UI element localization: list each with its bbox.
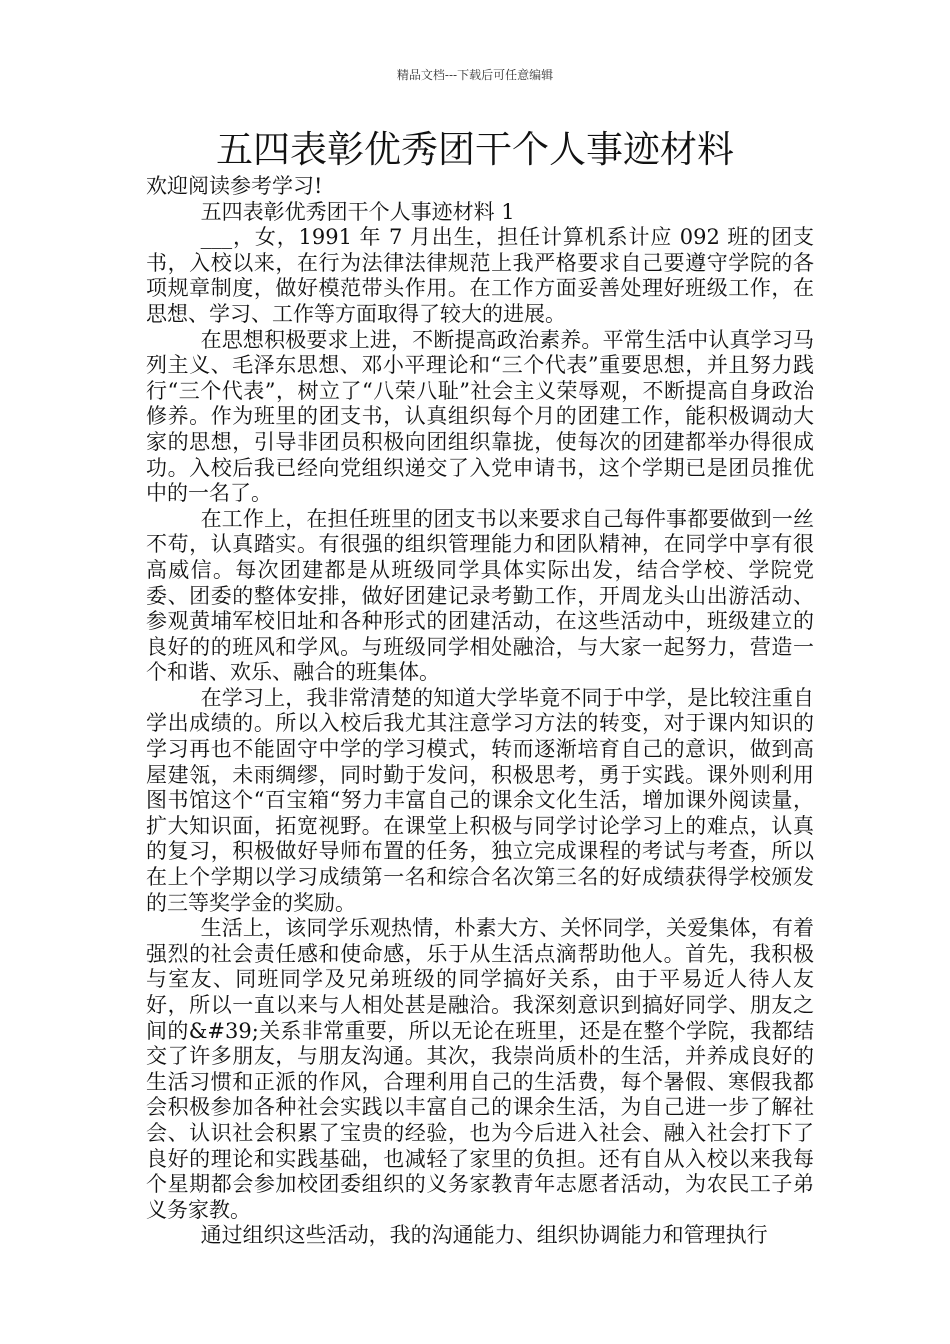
header-note: 精品文档---下载后可任意编辑: [396, 68, 554, 82]
section-heading: 五四表彰优秀团干个人事迹材料 1: [200, 199, 515, 224]
paragraph-1: ___，女，1991 年 7 月出生，担任计算机系计应 092 班的团支书，入校以来，在行为法律法律规范上我严格要求自己要遵守学院的各项规章制度，做好模范带头作用。在工作方面妥善处理好班级工作，在思想、学习、工作等方面取得了较大的进展。: [146, 225, 814, 326]
paragraph-5: 生活上，该同学乐观热情，朴素大方、关怀同学，关爱集体，有着强烈的社会责任感和使命感，乐于从生活点滴帮助他人。首先，我积极与室友、同班同学及兄弟班级的同学搞好关系，由于平易近人待人友好，所以一直以来与人相处甚是融洽。我深刻意识到搞好同学、朋友之间的&#39;关系非常重要，所以无论在班里，还是在整个学院，我都结交了许多朋友，与朋友沟通。其次，我崇尚质朴的生活，并养成良好的生活习惯和正派的作风，合理利用自己的生活费，每个暑假、寒假我都会积极参加各种社会实践以丰富自己的课余生活，为自己进一步了解社会、认识社会积累了宝贵的经验，也为今后进入社会、融入社会打下了良好的理论和实践基础，也减轻了家里的负担。还有自从入校以来我每个星期都会参加校团委组织的义务家教青年志愿者活动，为农民工子弟义务家教。: [146, 916, 814, 1222]
paragraph-3: 在工作上，在担任班里的团支书以来要求自己每件事都要做到一丝不苟，认真踏实。有很强的组织管理能力和团队精神，在同学中享有很高威信。每次团建都是从班级同学具体实际出发，结合学校、学院党委、团委的整体安排，做好团建记录考勤工作，开周龙头山出游活动、参观黄埔军校旧址和各种形式的团建活动，在这些活动中，班级建立的良好的的班风和学风。与班级同学相处融洽，与大家一起努力，营造一个和谐、欢乐、融合的班集体。: [146, 506, 814, 685]
document-body: [146, 174, 814, 1249]
intro-line: 欢迎阅读参考学习!: [146, 174, 323, 198]
paragraph-4: 在学习上，我非常清楚的知道大学毕竟不同于中学，是比较注重自学出成绩的。所以入校后我尤其注意学习方法的转变，对于课内知识的学习再也不能固守中学的学习模式，转而逐渐培育自己的意识，做到高屋建瓴，未雨绸缪，同时勤于发问，积极思考，勇于实践。课外则利用图书馆这个“百宝箱“努力丰富自己的课余文化生活，增加课外阅读量，扩大知识面，拓宽视野。在课堂上积极与同学讨论学习上的难点，认真的复习，积极做好导师布置的任务，独立完成课程的考试与考查，所以在上个学期以学习成绩第一名和综合名次第三名的好成绩获得学校颁发的三等奖学金的奖励。: [146, 685, 814, 915]
paragraph-2: 在思想积极要求上进，不断提高政治素养。平常生活中认真学习马列主义、毛泽东思想、邓小平理论和“三个代表”重要思想，并且努力践行“三个代表”，树立了“八荣八耻”社会主义荣辱观，不断提高自身政治修养。作为班里的团支书，认真组织每个月的团建工作，能积极调动大家的思想，引导非团员积极向团组织靠拢，使每次的团建都举办得很成功。入校后我已经向党组织递交了入党申请书，这个学期已是团员推优中的一名了。: [146, 327, 814, 506]
paragraph-6: 通过组织这些活动，我的沟通能力、组织协调能力和管理执行: [200, 1223, 768, 1248]
document-title: 五四表彰优秀团干个人事迹材料: [216, 128, 734, 171]
